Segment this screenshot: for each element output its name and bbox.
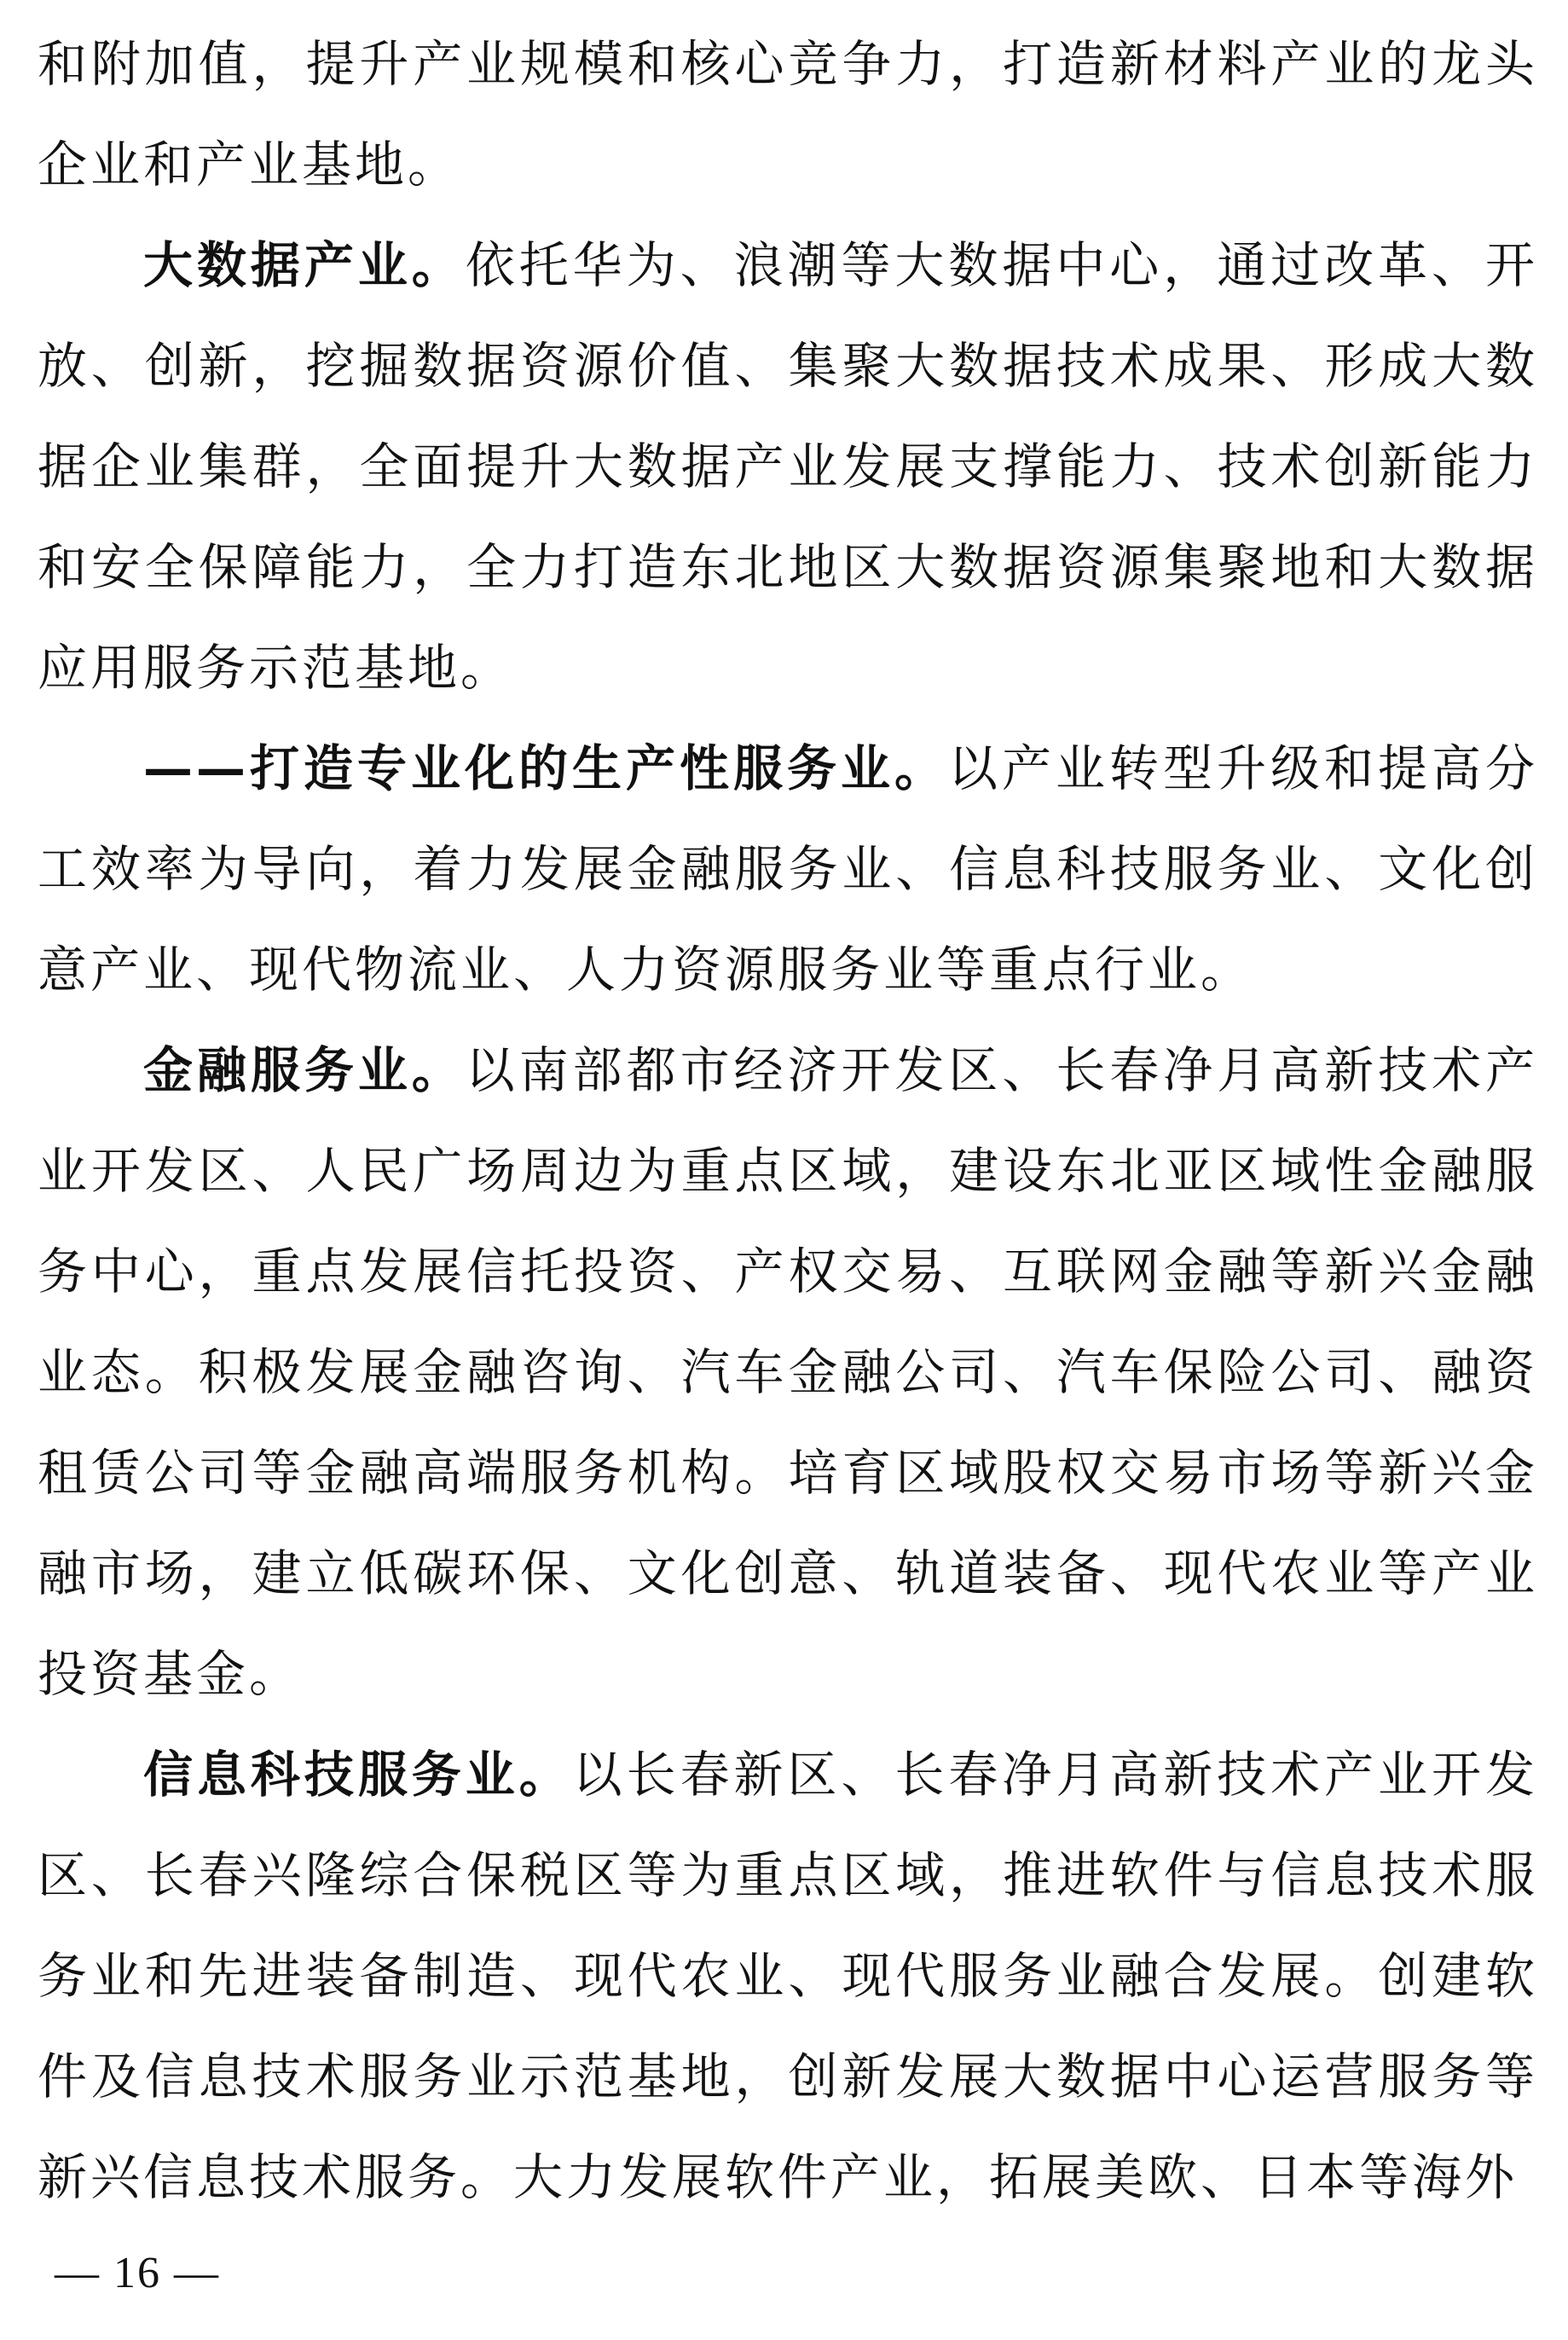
paragraph-text: 以长春新区、长春净月高新技术产业开发区、长春兴隆综合保税区等为重点区域，推进软件与信息技术服务业和先进装备制造、现代农业、现代服务业融合发展。创建软件及信息技术服务业示范基地，创新发展大数据中心运营服务等新兴信息技术服务。大力发展软件产业，拓展美欧、日本等海外 xyxy=(38,1746,1538,2206)
paragraph-heading: 大数据产业。 xyxy=(143,236,466,294)
paragraph-heading: 信息科技服务业。 xyxy=(143,1746,573,1804)
paragraph-big-data-industry xyxy=(38,215,1538,718)
page-number: — 16 — xyxy=(55,2249,220,2297)
paragraph-it-services xyxy=(38,1724,1538,2227)
paragraph-financial-services xyxy=(38,1020,1538,1724)
paragraph-heading: ——打造专业化的生产性服务业。 xyxy=(143,739,948,797)
paragraph-text: 依托华为、浪潮等大数据中心，通过改革、开放、创新，挖掘数据资源价值、集聚大数据技术成果、形成大数据企业集群，全面提升大数据产业发展支撑能力、技术创新能力和安全保障能力，全力打造东北地区大数据资源集聚地和大数据应用服务示范基地。 xyxy=(38,236,1538,697)
paragraph-producer-services xyxy=(38,718,1538,1020)
paragraph-text: 和附加值，提升产业规模和核心竞争力，打造新材料产业的龙头企业和产业基地。 xyxy=(38,35,1538,194)
paragraph-text: 以产业转型升级和提高分工效率为导向，着力发展金融服务业、信息科技服务业、文化创意产业、现代物流业、人力资源服务业等重点行业。 xyxy=(38,739,1538,999)
paragraph-heading: 金融服务业。 xyxy=(143,1041,466,1099)
paragraph-text: 以南部都市经济开发区、长春净月高新技术产业开发区、人民广场周边为重点区域，建设东北亚区域性金融服务中心，重点发展信托投资、产权交易、互联网金融等新兴金融业态。积极发展金融咨询、汽车金融公司、汽车保险公司、融资租赁公司等金融高端服务机构。培育区域股权交易市场等新兴金融市场，建立低碳环保、文化创意、轨道装备、现代农业等产业投资基金。 xyxy=(38,1041,1538,1703)
paragraph-new-materials-continued xyxy=(38,14,1538,215)
